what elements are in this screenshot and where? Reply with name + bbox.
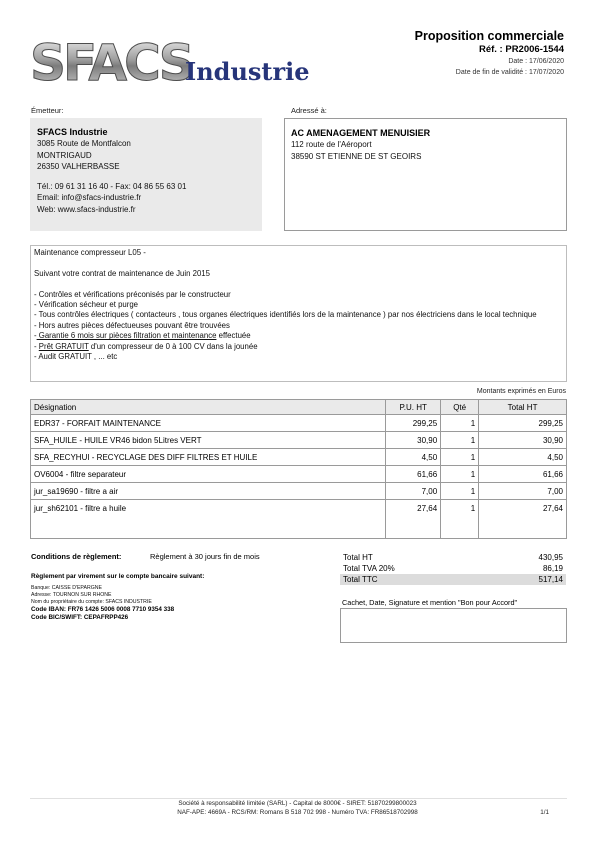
recipient-box (284, 118, 567, 231)
warranty-text: Garantie 6 mois sur pièces filtration et maintenance (36, 331, 217, 341)
iban-code: Code IBAN: FR76 1426 5006 0008 7710 9354 338 (31, 606, 175, 613)
total-ttc-label: Total TTC (343, 575, 378, 584)
description-contract: Suivant votre contrat de maintenance de Juin 2015 (34, 268, 210, 278)
sender-address-line: MONTRIGAUD (37, 150, 92, 160)
document-validity-date: Date de fin de validité : 17/07/2020 (455, 69, 564, 76)
description-item: - Vérification sécheur et purge (34, 300, 139, 309)
row-unit-price: 299,25 (386, 415, 441, 432)
account-owner: Nom du propriétaire du compte: SFACS INDUSTRIE (31, 599, 152, 605)
header-unit-price: P.U. HT (386, 400, 441, 415)
row-unit-price: 30,90 (386, 432, 441, 449)
sender-name: SFACS Industrie (37, 127, 108, 137)
total-tva-row (340, 563, 566, 574)
document-title: Proposition commerciale (414, 29, 564, 43)
description-item: - Hors autres pièces défectueuses pouvant être trouvées (34, 320, 230, 330)
row-quantity: 1 (441, 449, 479, 466)
table-row (31, 466, 567, 483)
table-row (31, 483, 567, 500)
row-quantity: 1 (441, 432, 479, 449)
currency-note: Montants exprimés en Euros (476, 388, 566, 395)
row-designation: SFA_HUILE - HUILE VR46 bidon 5Litres VERT (31, 432, 386, 449)
row-quantity: 1 (441, 466, 479, 483)
description-title: Maintenance compresseur L05 - (34, 248, 146, 257)
document-reference: Réf. : PR2006-1544 (478, 44, 564, 55)
recipient-label: Adressé à: (291, 106, 327, 115)
totals-block (340, 552, 566, 585)
total-ht-label: Total HT (343, 553, 373, 562)
company-logo (30, 36, 320, 86)
signature-box[interactable] (340, 608, 567, 643)
total-tva-value: 86,19 (542, 564, 563, 573)
row-total: 61,66 (479, 466, 567, 483)
footer-legal-line: Société à responsabilité limitée (SARL) - Capital de 8000€ - SIRET: 51870299800023 (178, 800, 417, 807)
row-unit-price: 61,66 (386, 466, 441, 483)
row-designation: OV6004 - filtre separateur (31, 466, 386, 483)
table-row (31, 449, 567, 466)
sender-label: Émetteur: (31, 106, 64, 115)
row-designation: jur_sa19690 - filtre a air (31, 483, 386, 500)
row-quantity: 1 (441, 415, 479, 432)
free-loan-text: Prêt GRATUIT (38, 341, 89, 351)
total-ht-value: 430,95 (538, 553, 563, 562)
table-row (31, 432, 567, 449)
document-date: Date : 17/06/2020 (508, 58, 564, 65)
bank-transfer-heading: Règlement par virement sur le compte bancaire suivant: (31, 573, 205, 580)
payment-conditions-label: Conditions de règlement: (31, 552, 122, 561)
description-item: - Garantie 6 mois sur pièces filtration et maintenance effectuée (34, 331, 251, 341)
sender-address-line: 3085 Route de Montfalcon (37, 139, 131, 148)
sender-website: Web: www.sfacs-industrie.fr (37, 204, 136, 214)
total-ttc-row (340, 574, 566, 585)
logo-mark: SFACS (30, 36, 192, 86)
bank-address: Adresse: TOURNON SUR RHONE (31, 592, 112, 598)
description-item: - Contrôles et vérifications préconisés par le constructeur (34, 289, 231, 299)
total-ht-row (340, 552, 566, 563)
signature-label: Cachet, Date, Signature et mention "Bon pour Accord" (342, 598, 518, 607)
header-quantity: Qté (441, 400, 479, 415)
bank-name: Banque: CAISSE D'EPARGNE (31, 585, 102, 591)
row-total: 30,90 (479, 432, 567, 449)
row-quantity: 1 (441, 483, 479, 500)
description-item: - Audit GRATUIT , ... etc (34, 352, 118, 362)
row-total: 299,25 (479, 415, 567, 432)
row-total: 27,64 (479, 500, 567, 539)
row-unit-price: 7,00 (386, 483, 441, 500)
logo-word: Industrie (185, 57, 310, 86)
sender-box (30, 118, 262, 231)
row-designation: jur_sh62101 - filtre a huile (31, 500, 386, 539)
row-unit-price: 27,64 (386, 500, 441, 539)
table-row (31, 415, 567, 432)
sender-phone: Tél.: 09 61 31 16 40 - Fax: 04 86 55 63 01 (37, 181, 187, 191)
sender-email: Email: info@sfacs-industrie.fr (37, 193, 142, 202)
row-quantity: 1 (441, 500, 479, 539)
items-table (30, 399, 567, 539)
recipient-address-line: 38590 ST ETIENNE DE ST GEOIRS (291, 151, 422, 161)
row-designation: SFA_RECYHUI - RECYCLAGE DES DIFF FILTRES ET HUILE (31, 449, 386, 466)
header-total: Total HT (479, 400, 567, 415)
recipient-address-line: 112 route de l'Aéroport (291, 140, 372, 149)
footer-registration-line: NAF-APE: 4669A - RCS/RM: Romans B 518 702 998 - Numéro TVA: FR86518702998 (177, 809, 418, 816)
proposal-description (30, 245, 567, 382)
row-designation: EDR37 - FORFAIT MAINTENANCE (31, 415, 386, 432)
row-total: 7,00 (479, 483, 567, 500)
bic-code: Code BIC/SWIFT: CEPAFRPP426 (31, 614, 129, 621)
total-tva-label: Total TVA 20% (343, 564, 395, 573)
table-row (31, 500, 567, 539)
row-unit-price: 4,50 (386, 449, 441, 466)
sender-address-line: 26350 VALHERBASSE (37, 162, 120, 171)
total-ttc-value: 517,14 (538, 575, 563, 584)
description-item: - Tous contrôles électriques ( contacteurs , tous organes électriques identifiés lors de la maintenance ) par nos électriciens dans le local technique (34, 310, 537, 320)
recipient-name: AC AMENAGEMENT MENUISIER (291, 128, 431, 138)
payment-conditions-value: Règlement à 30 jours fin de mois (150, 552, 260, 561)
footer-divider (30, 798, 567, 799)
header-designation: Désignation (31, 400, 386, 415)
page-number: 1/1 (540, 809, 549, 816)
description-item: - Prêt GRATUIT d'un compresseur de 0 à 100 CV dans la jounée (34, 341, 258, 351)
row-total: 4,50 (479, 449, 567, 466)
table-header-row (31, 400, 567, 415)
